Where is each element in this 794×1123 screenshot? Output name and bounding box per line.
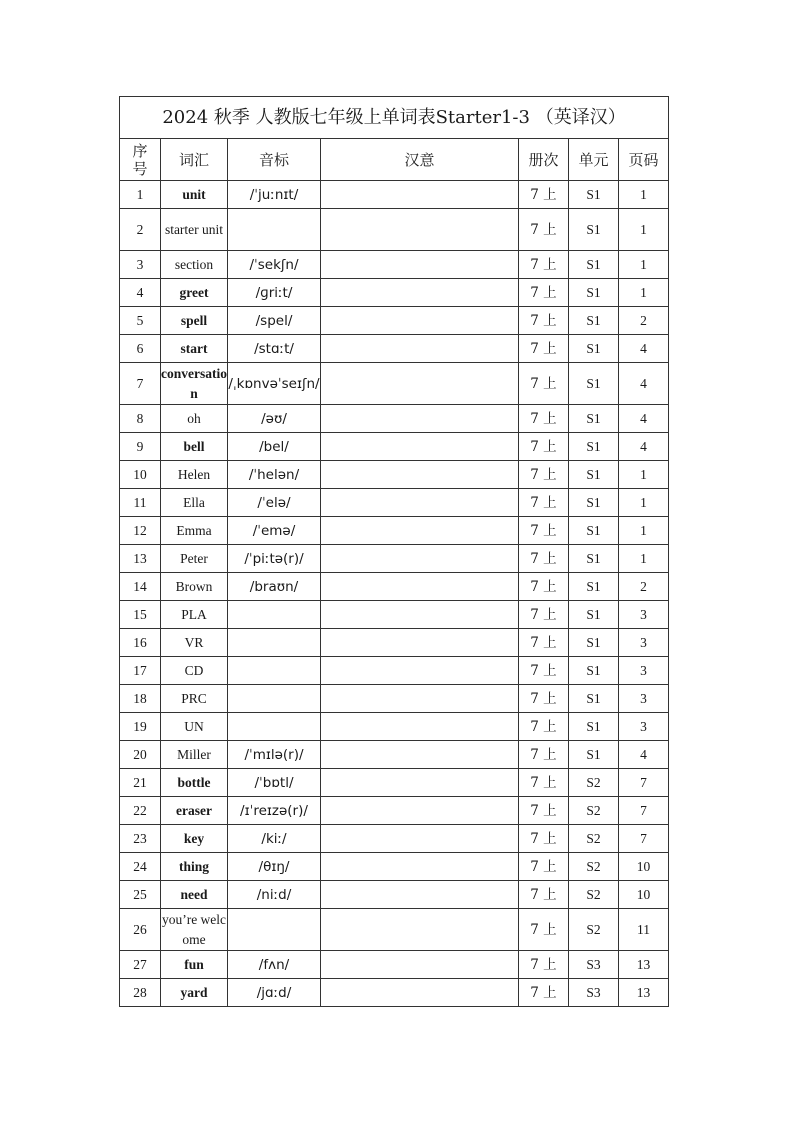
cell-word: spell bbox=[161, 307, 228, 335]
cell-book: 7 上 bbox=[519, 405, 569, 433]
cell-book: 7 上 bbox=[519, 769, 569, 797]
cell-page: 3 bbox=[619, 713, 669, 741]
cell-ipa bbox=[228, 601, 321, 629]
cell-word: Helen bbox=[161, 461, 228, 489]
cell-page: 1 bbox=[619, 461, 669, 489]
cell-ipa: /θɪŋ/ bbox=[228, 853, 321, 881]
cell-meaning bbox=[321, 797, 519, 825]
cell-no: 5 bbox=[120, 307, 161, 335]
cell-word: you’re welcome bbox=[161, 909, 228, 951]
cell-page: 3 bbox=[619, 685, 669, 713]
header-ipa: 音标 bbox=[228, 139, 321, 181]
cell-unit: S2 bbox=[569, 769, 619, 797]
cell-page: 13 bbox=[619, 979, 669, 1007]
header-page: 页码 bbox=[619, 139, 669, 181]
cell-no: 16 bbox=[120, 629, 161, 657]
cell-word: Brown bbox=[161, 573, 228, 601]
cell-word: CD bbox=[161, 657, 228, 685]
cell-meaning bbox=[321, 517, 519, 545]
cell-meaning bbox=[321, 601, 519, 629]
cell-word: UN bbox=[161, 713, 228, 741]
cell-ipa bbox=[228, 909, 321, 951]
table-row bbox=[120, 685, 669, 713]
table-row bbox=[120, 405, 669, 433]
cell-book: 7 上 bbox=[519, 909, 569, 951]
table-row bbox=[120, 181, 669, 209]
cell-book: 7 上 bbox=[519, 363, 569, 405]
cell-no: 27 bbox=[120, 951, 161, 979]
title-row bbox=[120, 97, 669, 139]
cell-page: 3 bbox=[619, 601, 669, 629]
cell-book: 7 上 bbox=[519, 629, 569, 657]
cell-meaning bbox=[321, 433, 519, 461]
cell-ipa: /ˈjuːnɪt/ bbox=[228, 181, 321, 209]
cell-ipa: /bel/ bbox=[228, 433, 321, 461]
cell-word: bell bbox=[161, 433, 228, 461]
cell-word: Ella bbox=[161, 489, 228, 517]
cell-book: 7 上 bbox=[519, 657, 569, 685]
cell-book: 7 上 bbox=[519, 881, 569, 909]
cell-meaning bbox=[321, 657, 519, 685]
cell-unit: S1 bbox=[569, 209, 619, 251]
cell-meaning bbox=[321, 181, 519, 209]
cell-ipa: /ˈbɒtl/ bbox=[228, 769, 321, 797]
cell-ipa: /ˈelə/ bbox=[228, 489, 321, 517]
cell-meaning bbox=[321, 685, 519, 713]
cell-meaning bbox=[321, 307, 519, 335]
cell-no: 18 bbox=[120, 685, 161, 713]
cell-book: 7 上 bbox=[519, 797, 569, 825]
header-row bbox=[120, 139, 669, 181]
cell-word: key bbox=[161, 825, 228, 853]
table-row bbox=[120, 433, 669, 461]
table-row bbox=[120, 573, 669, 601]
header-unit: 单元 bbox=[569, 139, 619, 181]
cell-ipa: /ˈpiːtə(r)/ bbox=[228, 545, 321, 573]
cell-unit: S1 bbox=[569, 657, 619, 685]
cell-page: 2 bbox=[619, 307, 669, 335]
table-row bbox=[120, 769, 669, 797]
cell-no: 28 bbox=[120, 979, 161, 1007]
cell-page: 3 bbox=[619, 657, 669, 685]
cell-page: 4 bbox=[619, 335, 669, 363]
table-row bbox=[120, 307, 669, 335]
cell-meaning bbox=[321, 489, 519, 517]
cell-page: 10 bbox=[619, 853, 669, 881]
cell-page: 1 bbox=[619, 209, 669, 251]
cell-no: 1 bbox=[120, 181, 161, 209]
cell-meaning bbox=[321, 251, 519, 279]
cell-page: 7 bbox=[619, 797, 669, 825]
cell-ipa bbox=[228, 685, 321, 713]
cell-ipa: /jɑːd/ bbox=[228, 979, 321, 1007]
cell-unit: S2 bbox=[569, 825, 619, 853]
cell-no: 21 bbox=[120, 769, 161, 797]
cell-word: bottle bbox=[161, 769, 228, 797]
table-row bbox=[120, 601, 669, 629]
cell-book: 7 上 bbox=[519, 713, 569, 741]
cell-book: 7 上 bbox=[519, 433, 569, 461]
cell-no: 23 bbox=[120, 825, 161, 853]
cell-word: Peter bbox=[161, 545, 228, 573]
table-row bbox=[120, 363, 669, 405]
cell-no: 3 bbox=[120, 251, 161, 279]
cell-word: section bbox=[161, 251, 228, 279]
table-row bbox=[120, 951, 669, 979]
cell-unit: S1 bbox=[569, 741, 619, 769]
table-row bbox=[120, 881, 669, 909]
cell-unit: S2 bbox=[569, 797, 619, 825]
cell-page: 7 bbox=[619, 769, 669, 797]
table-row bbox=[120, 461, 669, 489]
cell-meaning bbox=[321, 279, 519, 307]
table-row bbox=[120, 825, 669, 853]
cell-page: 7 bbox=[619, 825, 669, 853]
table-row bbox=[120, 629, 669, 657]
table-row bbox=[120, 209, 669, 251]
cell-meaning bbox=[321, 853, 519, 881]
cell-no: 25 bbox=[120, 881, 161, 909]
cell-meaning bbox=[321, 769, 519, 797]
cell-word: eraser bbox=[161, 797, 228, 825]
cell-ipa: /braʊn/ bbox=[228, 573, 321, 601]
cell-page: 4 bbox=[619, 363, 669, 405]
vocabulary-table bbox=[119, 96, 669, 1007]
cell-page: 4 bbox=[619, 741, 669, 769]
cell-unit: S1 bbox=[569, 601, 619, 629]
table-row bbox=[120, 741, 669, 769]
cell-book: 7 上 bbox=[519, 601, 569, 629]
cell-no: 7 bbox=[120, 363, 161, 405]
cell-unit: S1 bbox=[569, 685, 619, 713]
cell-ipa: /ɡriːt/ bbox=[228, 279, 321, 307]
cell-ipa: /ˌkɒnvəˈseɪʃn/ bbox=[228, 363, 321, 405]
cell-unit: S3 bbox=[569, 951, 619, 979]
cell-unit: S1 bbox=[569, 363, 619, 405]
cell-no: 15 bbox=[120, 601, 161, 629]
cell-no: 26 bbox=[120, 909, 161, 951]
table-row bbox=[120, 713, 669, 741]
header-meaning: 汉意 bbox=[321, 139, 519, 181]
cell-unit: S1 bbox=[569, 461, 619, 489]
cell-meaning bbox=[321, 573, 519, 601]
cell-book: 7 上 bbox=[519, 209, 569, 251]
header-no: 序号 bbox=[120, 139, 161, 181]
cell-word: oh bbox=[161, 405, 228, 433]
cell-no: 24 bbox=[120, 853, 161, 881]
cell-ipa: /ˈemə/ bbox=[228, 517, 321, 545]
table-row bbox=[120, 489, 669, 517]
cell-meaning bbox=[321, 979, 519, 1007]
table-row bbox=[120, 657, 669, 685]
cell-ipa: /əʊ/ bbox=[228, 405, 321, 433]
cell-book: 7 上 bbox=[519, 825, 569, 853]
cell-book: 7 上 bbox=[519, 489, 569, 517]
cell-meaning bbox=[321, 741, 519, 769]
header-book: 册次 bbox=[519, 139, 569, 181]
table-row bbox=[120, 979, 669, 1007]
cell-meaning bbox=[321, 209, 519, 251]
cell-page: 10 bbox=[619, 881, 669, 909]
cell-book: 7 上 bbox=[519, 979, 569, 1007]
cell-ipa: /ˈhelən/ bbox=[228, 461, 321, 489]
cell-page: 4 bbox=[619, 433, 669, 461]
table-row bbox=[120, 545, 669, 573]
cell-book: 7 上 bbox=[519, 335, 569, 363]
cell-book: 7 上 bbox=[519, 573, 569, 601]
cell-ipa: /spel/ bbox=[228, 307, 321, 335]
cell-page: 3 bbox=[619, 629, 669, 657]
cell-word: conversation bbox=[161, 363, 228, 405]
cell-no: 4 bbox=[120, 279, 161, 307]
cell-meaning bbox=[321, 461, 519, 489]
cell-page: 1 bbox=[619, 181, 669, 209]
table-row bbox=[120, 853, 669, 881]
cell-unit: S1 bbox=[569, 573, 619, 601]
cell-meaning bbox=[321, 629, 519, 657]
cell-ipa bbox=[228, 629, 321, 657]
cell-book: 7 上 bbox=[519, 251, 569, 279]
cell-meaning bbox=[321, 713, 519, 741]
cell-unit: S1 bbox=[569, 335, 619, 363]
cell-word: need bbox=[161, 881, 228, 909]
cell-ipa bbox=[228, 713, 321, 741]
page-title: 2024 秋季 人教版七年级上单词表Starter1-3 （英译汉） bbox=[120, 97, 669, 139]
cell-unit: S3 bbox=[569, 979, 619, 1007]
cell-unit: S1 bbox=[569, 713, 619, 741]
cell-page: 1 bbox=[619, 517, 669, 545]
cell-page: 4 bbox=[619, 405, 669, 433]
cell-meaning bbox=[321, 951, 519, 979]
table-row bbox=[120, 251, 669, 279]
cell-unit: S1 bbox=[569, 545, 619, 573]
cell-no: 13 bbox=[120, 545, 161, 573]
cell-meaning bbox=[321, 335, 519, 363]
cell-book: 7 上 bbox=[519, 685, 569, 713]
cell-word: Emma bbox=[161, 517, 228, 545]
cell-unit: S1 bbox=[569, 433, 619, 461]
cell-word: start bbox=[161, 335, 228, 363]
cell-page: 1 bbox=[619, 279, 669, 307]
cell-unit: S1 bbox=[569, 251, 619, 279]
cell-unit: S2 bbox=[569, 909, 619, 951]
cell-unit: S1 bbox=[569, 307, 619, 335]
cell-no: 8 bbox=[120, 405, 161, 433]
cell-unit: S1 bbox=[569, 279, 619, 307]
cell-unit: S1 bbox=[569, 489, 619, 517]
cell-no: 19 bbox=[120, 713, 161, 741]
cell-book: 7 上 bbox=[519, 853, 569, 881]
table-row bbox=[120, 279, 669, 307]
cell-page: 1 bbox=[619, 251, 669, 279]
cell-word: greet bbox=[161, 279, 228, 307]
cell-ipa: /niːd/ bbox=[228, 881, 321, 909]
cell-no: 6 bbox=[120, 335, 161, 363]
cell-meaning bbox=[321, 405, 519, 433]
cell-book: 7 上 bbox=[519, 545, 569, 573]
cell-ipa bbox=[228, 657, 321, 685]
header-word: 词汇 bbox=[161, 139, 228, 181]
cell-word: thing bbox=[161, 853, 228, 881]
cell-word: Miller bbox=[161, 741, 228, 769]
cell-ipa: /ˈsekʃn/ bbox=[228, 251, 321, 279]
cell-meaning bbox=[321, 825, 519, 853]
cell-meaning bbox=[321, 881, 519, 909]
cell-unit: S2 bbox=[569, 881, 619, 909]
table-row bbox=[120, 335, 669, 363]
cell-no: 9 bbox=[120, 433, 161, 461]
cell-word: fun bbox=[161, 951, 228, 979]
cell-book: 7 上 bbox=[519, 741, 569, 769]
cell-word: PLA bbox=[161, 601, 228, 629]
cell-book: 7 上 bbox=[519, 181, 569, 209]
cell-page: 13 bbox=[619, 951, 669, 979]
cell-ipa: /stɑːt/ bbox=[228, 335, 321, 363]
cell-page: 1 bbox=[619, 489, 669, 517]
cell-no: 20 bbox=[120, 741, 161, 769]
cell-no: 17 bbox=[120, 657, 161, 685]
cell-book: 7 上 bbox=[519, 279, 569, 307]
cell-ipa: /fʌn/ bbox=[228, 951, 321, 979]
cell-no: 11 bbox=[120, 489, 161, 517]
cell-unit: S1 bbox=[569, 405, 619, 433]
cell-no: 2 bbox=[120, 209, 161, 251]
cell-ipa: /ˈmɪlə(r)/ bbox=[228, 741, 321, 769]
cell-no: 22 bbox=[120, 797, 161, 825]
cell-no: 14 bbox=[120, 573, 161, 601]
cell-page: 1 bbox=[619, 545, 669, 573]
cell-page: 11 bbox=[619, 909, 669, 951]
table-row bbox=[120, 909, 669, 951]
cell-ipa bbox=[228, 209, 321, 251]
cell-no: 12 bbox=[120, 517, 161, 545]
cell-ipa: /kiː/ bbox=[228, 825, 321, 853]
cell-unit: S1 bbox=[569, 629, 619, 657]
cell-word: PRC bbox=[161, 685, 228, 713]
cell-book: 7 上 bbox=[519, 307, 569, 335]
cell-book: 7 上 bbox=[519, 517, 569, 545]
cell-word: yard bbox=[161, 979, 228, 1007]
cell-word: unit bbox=[161, 181, 228, 209]
cell-ipa: /ɪˈreɪzə(r)/ bbox=[228, 797, 321, 825]
cell-unit: S1 bbox=[569, 517, 619, 545]
cell-book: 7 上 bbox=[519, 461, 569, 489]
cell-page: 2 bbox=[619, 573, 669, 601]
cell-no: 10 bbox=[120, 461, 161, 489]
cell-unit: S2 bbox=[569, 853, 619, 881]
cell-unit: S1 bbox=[569, 181, 619, 209]
cell-meaning bbox=[321, 545, 519, 573]
cell-word: starter unit bbox=[161, 209, 228, 251]
cell-meaning bbox=[321, 363, 519, 405]
cell-book: 7 上 bbox=[519, 951, 569, 979]
table-row bbox=[120, 517, 669, 545]
cell-word: VR bbox=[161, 629, 228, 657]
table-row bbox=[120, 797, 669, 825]
cell-meaning bbox=[321, 909, 519, 951]
